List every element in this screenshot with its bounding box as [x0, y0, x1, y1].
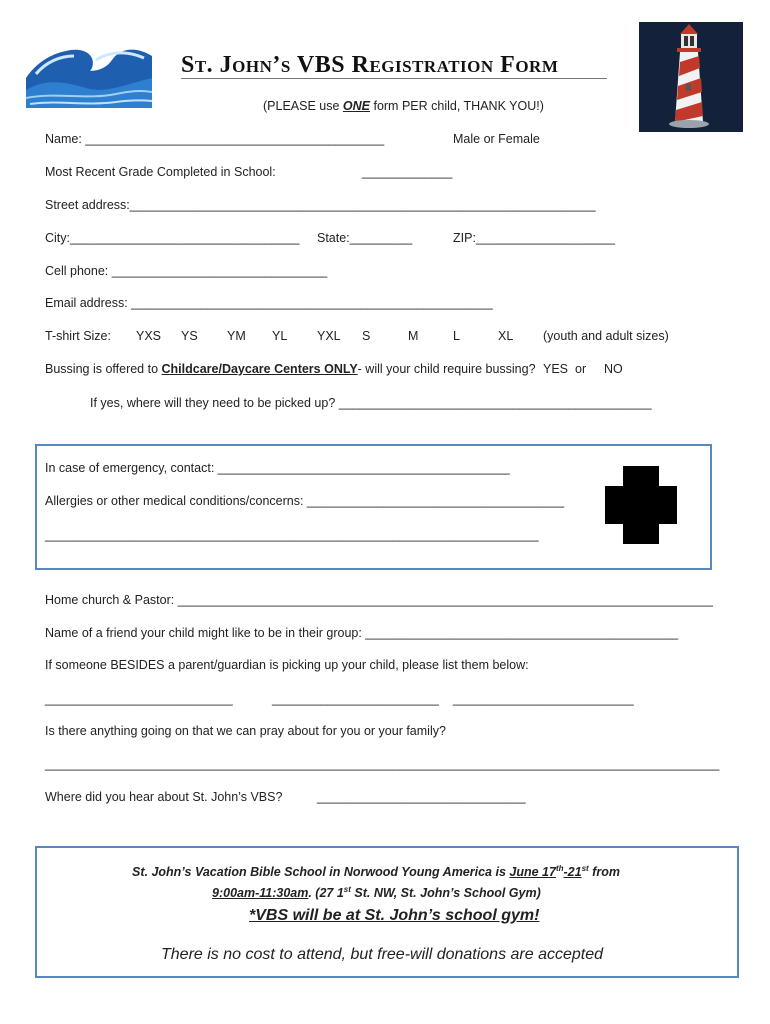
bussing-question: Bussing is offered to Childcare/Daycare Centers ONLY- will your child require bussing? — [45, 362, 536, 376]
emergency-contact-field[interactable]: In case of emergency, contact: __________________________________________ — [45, 461, 510, 475]
bussing-no[interactable]: NO — [604, 362, 623, 376]
bussing-or: or — [575, 362, 587, 376]
allergies-field[interactable]: Allergies or other medical conditions/concerns: _____________________________________ — [45, 494, 565, 508]
state-field[interactable]: State:_________ — [317, 231, 413, 245]
size-option[interactable]: YM — [227, 329, 246, 343]
hear-label: Where did you hear about St. John’s VBS? — [45, 790, 283, 804]
note-one: ONE — [342, 99, 370, 113]
allergies-extra-line[interactable]: _______________________________________________________________________ — [45, 528, 539, 542]
size-option[interactable]: S — [362, 329, 371, 343]
event-info-line-1: St. John’s Vacation Bible School in Norwood Young America is June 17th-21st from — [132, 864, 620, 880]
grade-label: Most Recent Grade Completed in School: — [45, 165, 276, 179]
sizes-note: (youth and adult sizes) — [543, 329, 669, 343]
name-field[interactable]: Name: ___________________________________________ — [45, 132, 385, 146]
size-option[interactable]: YXL — [317, 329, 341, 343]
form-title: St. John’s VBS Registration Form — [181, 52, 559, 78]
bussing-yes[interactable]: YES — [543, 362, 569, 376]
friend-field[interactable]: Name of a friend your child might like to be in their group: _____________________________________________ — [45, 626, 679, 640]
prayer-field[interactable]: _________________________________________________________________________________________________ — [45, 757, 720, 771]
pickup-location-field[interactable]: If yes, where will they need to be picked up? _____________________________________________ — [90, 396, 652, 410]
event-location-highlight: *VBS will be at St. John’s school gym! — [249, 907, 540, 924]
medical-cross-icon — [605, 466, 677, 544]
wave-logo — [26, 38, 152, 108]
pickup-person-field[interactable]: __________________________ — [453, 692, 634, 706]
size-option[interactable]: YL — [272, 329, 288, 343]
size-option[interactable]: L — [453, 329, 460, 343]
donation-note: There is no cost to attend, but free-will donations are accepted — [161, 946, 604, 963]
pickup-person-field[interactable]: ________________________ — [272, 692, 439, 706]
size-option[interactable]: YS — [181, 329, 198, 343]
email-field[interactable]: Email address: ____________________________________________________ — [45, 296, 493, 310]
street-field[interactable]: Street address:___________________________________________________________________ — [45, 198, 596, 212]
tshirt-label: T-shirt Size: — [45, 329, 111, 343]
home-church-field[interactable]: Home church & Pastor: _____________________________________________________________________________ — [45, 593, 713, 607]
title-underline — [181, 78, 607, 79]
hear-field[interactable]: ______________________________ — [317, 790, 526, 804]
size-option[interactable]: M — [408, 329, 419, 343]
pickup-person-field[interactable]: ___________________________ — [45, 692, 233, 706]
city-field[interactable]: City:_________________________________ — [45, 231, 300, 245]
lighthouse-logo — [639, 22, 743, 132]
gender-field[interactable]: Male or Female — [453, 132, 540, 146]
event-info-line-2: 9:00am-11:30am. (27 1st St. NW, St. John’s School Gym) — [212, 885, 541, 901]
bussing-emphasis: Childcare/Daycare Centers ONLY — [161, 362, 358, 376]
prayer-label: Is there anything going on that we can pray about for you or your family? — [45, 724, 446, 738]
zip-field[interactable]: ZIP:____________________ — [453, 231, 615, 245]
pickup-persons-label: If someone BESIDES a parent/guardian is picking up your child, please list them below: — [45, 658, 529, 672]
instruction-note: (PLEASE use ONE form PER child, THANK YOU!) — [263, 99, 544, 113]
grade-field[interactable]: _____________ — [362, 165, 453, 179]
cell-field[interactable]: Cell phone: _______________________________ — [45, 264, 328, 278]
size-option[interactable]: YXS — [136, 329, 162, 343]
size-option[interactable]: XL — [498, 329, 514, 343]
